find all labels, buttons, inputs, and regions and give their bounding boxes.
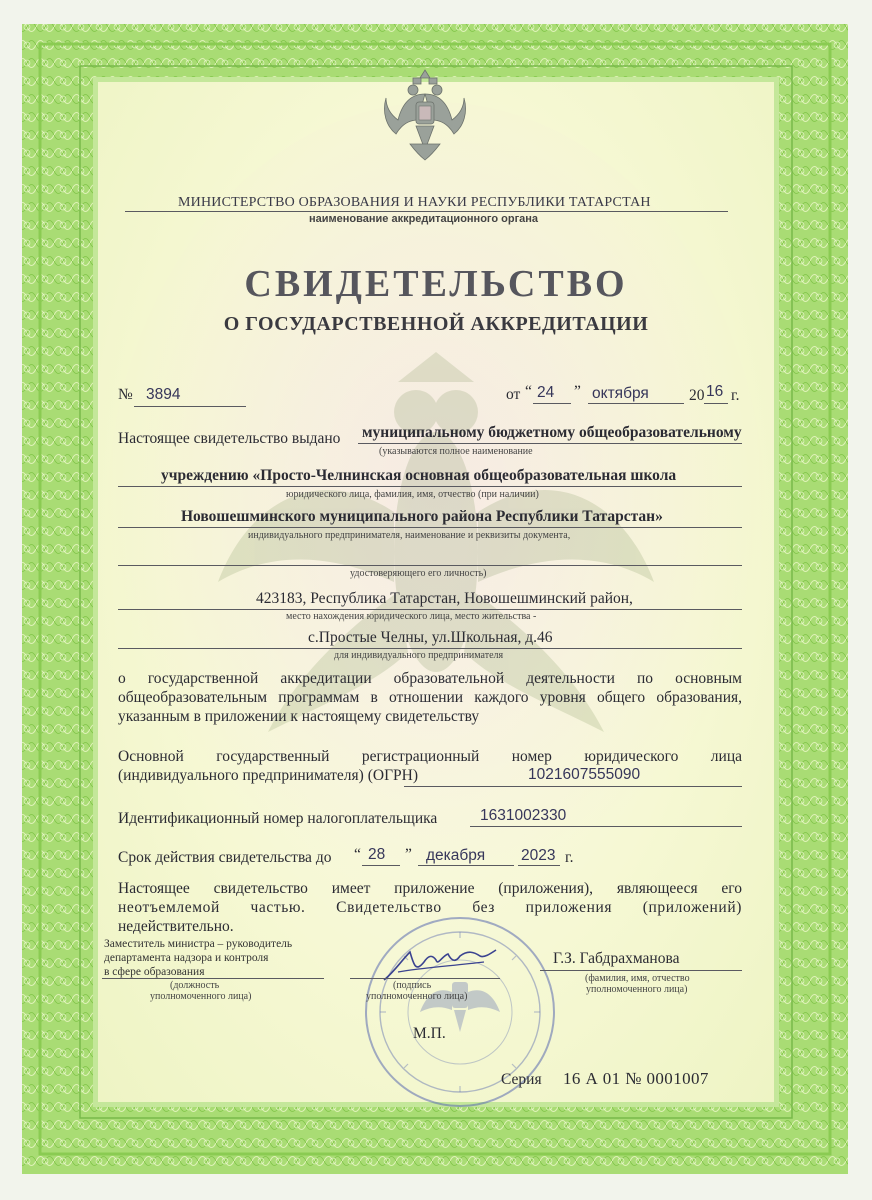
validity-day-underline: [362, 865, 400, 866]
position-line-2: департамента надзора и контроля: [104, 952, 269, 964]
day-underline: [533, 403, 571, 404]
accreditation-line-3: указанным в приложении к настоящему свидетельству: [118, 708, 480, 725]
position-line-3: в сфере образования: [104, 966, 205, 978]
caption-name-2: уполномоченного лица): [586, 984, 688, 995]
date-quote-close: ”: [574, 383, 581, 400]
validity-quote-close: ”: [405, 846, 412, 863]
caption-legal-entity: юридического лица, фамилия, имя, отчество (при наличии): [286, 489, 539, 500]
accreditation-line-1: о государственной аккредитации образовательной деятельности по основным: [118, 670, 742, 687]
issue-day: 24: [537, 384, 555, 401]
caption-entrepreneur-residence: для индивидуального предпринимателя: [334, 650, 504, 661]
certificate-title: СВИДЕТЕЛЬСТВО: [244, 263, 628, 305]
stamp-place: М.П.: [413, 1025, 446, 1042]
address-underline-1: [118, 609, 742, 610]
ogrn-underline: [404, 786, 742, 787]
validity-month-underline: [418, 865, 514, 866]
inn-underline: [470, 826, 742, 827]
validity-month: декабря: [426, 847, 486, 864]
signature-underline: [350, 978, 500, 979]
inn-value: 1631002330: [480, 807, 567, 824]
recipient-underline-1: [358, 443, 742, 444]
authority-underline: [125, 211, 728, 212]
appendix-line-1: Настоящее свидетельство имеет приложение (приложения), являющееся его: [118, 880, 742, 897]
date-quote-open: “: [525, 383, 532, 400]
validity-quote-open: “: [354, 846, 361, 863]
validity-unit: г.: [565, 849, 574, 866]
caption-full-name: (указываются полное наименование: [379, 446, 533, 457]
inn-label: Идентификационный номер налогоплательщика: [118, 810, 438, 827]
certificate-number: 3894: [146, 386, 181, 403]
year-unit: г.: [731, 387, 740, 404]
number-label: №: [118, 386, 133, 403]
signer-name: Г.З. Габдрахманова: [553, 950, 680, 967]
year-underline: [704, 403, 728, 404]
recipient-line-3: Новошешминского муниципального района Республики Татарстан»: [181, 508, 663, 525]
appendix-line-2: неотъемлемой частью. Свидетельство без приложения (приложений): [118, 899, 742, 916]
caption-signature-1: (подпись: [393, 980, 432, 991]
issue-month: октября: [592, 385, 649, 402]
position-line-1: Заместитель министра – руководитель: [104, 938, 293, 950]
recipient-underline-2: [118, 486, 742, 487]
recipient-line-1: муниципальному бюджетному общеобразовательному: [362, 424, 742, 441]
signer-underline: [540, 970, 742, 971]
validity-label: Срок действия свидетельства до: [118, 849, 332, 866]
year-prefix: 20: [689, 387, 705, 404]
issue-year: 16: [706, 383, 724, 400]
address-line-2: с.Простые Челны, ул.Школьная, д.46: [308, 629, 553, 646]
month-underline: [588, 403, 684, 404]
caption-signature-2: уполномоченного лица): [366, 991, 468, 1002]
address-line-1: 423183, Республика Татарстан, Новошешминский район,: [256, 590, 633, 607]
issued-label: Настоящее свидетельство выдано: [118, 430, 341, 447]
accreditation-line-2: общеобразовательным программам в отношении каждого уровня общего образования,: [118, 689, 742, 706]
number-underline: [134, 406, 246, 407]
recipient-underline-3: [118, 527, 742, 528]
caption-name-1: (фамилия, имя, отчество: [585, 973, 690, 984]
caption-location: место нахождения юридического лица, место жительства -: [286, 611, 537, 622]
appendix-line-3: недействительно.: [118, 918, 234, 935]
validity-year: 2023: [521, 847, 556, 864]
caption-position-2: уполномоченного лица): [150, 991, 252, 1002]
validity-day: 28: [368, 846, 386, 863]
caption-position-1: (должность: [170, 980, 220, 991]
authority-caption: наименование аккредитационного органа: [309, 213, 539, 225]
position-underline: [102, 978, 324, 979]
date-prefix: от: [506, 386, 521, 403]
ogrn-line-1: Основной государственный регистрационный номер юридического лица: [118, 748, 742, 765]
authority-name: МИНИСТЕРСТВО ОБРАЗОВАНИЯ И НАУКИ РЕСПУБЛИКИ ТАТАРСТАН: [178, 195, 651, 210]
recipient-line-2: учреждению «Просто-Челнинская основная общеобразовательная школа: [161, 467, 677, 484]
certificate-subtitle: О ГОСУДАРСТВЕННОЙ АККРЕДИТАЦИИ: [223, 313, 649, 335]
coat-of-arms-emblem: [380, 64, 470, 164]
ogrn-value: 1021607555090: [528, 766, 641, 783]
series-number: 16 А 01 № 0001007: [563, 1069, 709, 1088]
series-label: Серия: [501, 1071, 542, 1088]
ogrn-line-2: (индивидуального предпринимателя) (ОГРН): [118, 767, 419, 784]
caption-identity: удостоверяющего его личность): [350, 568, 487, 579]
blank-underline: [118, 565, 742, 566]
caption-entrepreneur: индивидуального предпринимателя, наименование и реквизиты документа,: [248, 530, 571, 541]
validity-year-underline: [518, 865, 560, 866]
address-underline-2: [118, 648, 742, 649]
